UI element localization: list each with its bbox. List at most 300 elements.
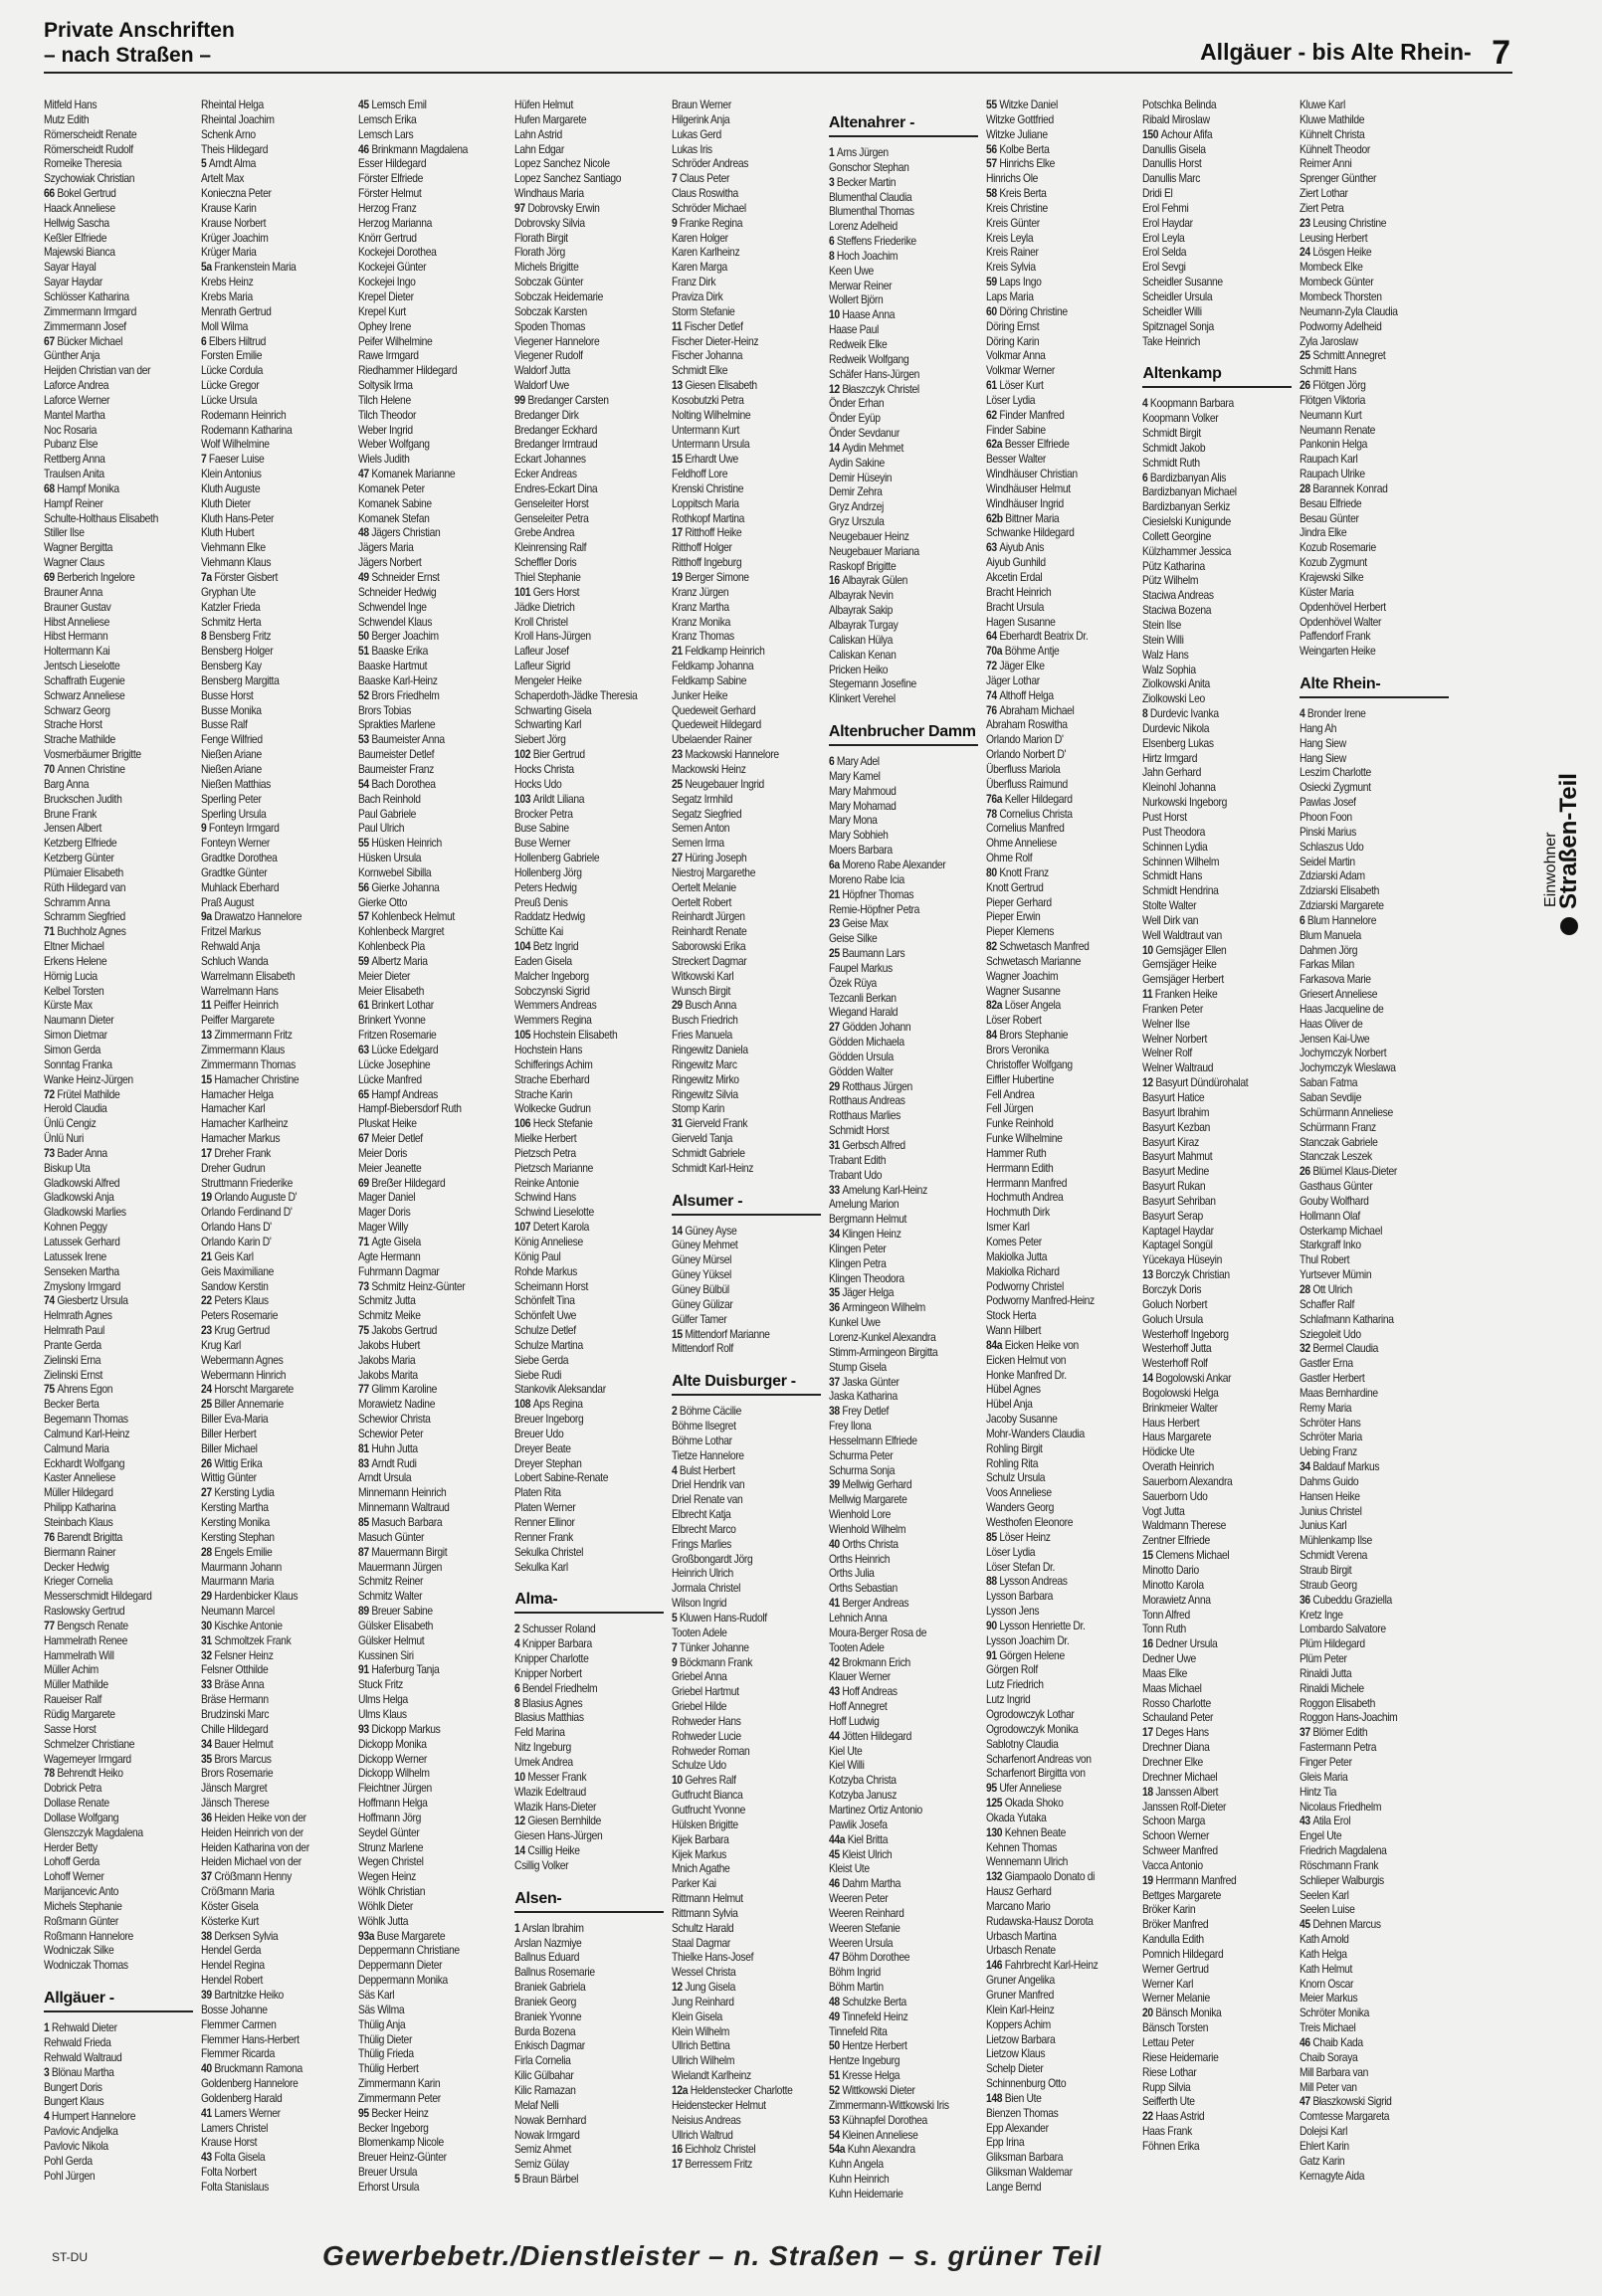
resident-entry: Katzler Frieda [200,599,261,614]
resident-entry: Weingarten Heike [1300,644,1376,659]
resident-entry: Jensen Kai-Uwe [1300,1031,1370,1046]
resident-entry: Simon Dietmar [44,1028,107,1043]
resident-entry: Dedner Uwe [1142,1651,1197,1666]
resident-entry: Redweik Elke [828,336,888,351]
resident-entry: Busse Horst [200,687,254,702]
resident-entry: Stanczak Leszek [1300,1149,1373,1164]
resident-entry: 44 Jötten Hildegard [828,1728,911,1743]
resident-entry: Gliksman Waldemar [985,2165,1073,2180]
resident-entry: 6a Moreno Rabe Alexander [828,857,946,871]
resident-entry: Brors Tobias [357,702,411,717]
resident-entry: 45 Kleist Ulrich [828,1846,893,1861]
resident-entry: Warrelmann Hans [200,983,279,998]
resident-entry: Sauerborn Udo [1142,1488,1208,1503]
resident-entry: Honke Manfred Dr. [985,1367,1067,1382]
resident-entry: Untermann Kurt [672,422,740,437]
resident-entry: Wunsch Birgit [672,983,731,998]
resident-entry: Lysson Barbara [985,1589,1053,1604]
resident-entry: Hang Siew [1300,735,1347,750]
resident-entry: Elsenberg Lukas [1142,735,1215,750]
resident-entry: 28 Engels Emilie [200,1544,273,1559]
resident-entry: Soltysik Irma [357,378,413,393]
resident-entry: Struttmann Friederike [200,1175,293,1190]
resident-entry: Lemsch Erika [357,111,416,126]
resident-entry: 7a Förster Gisbert [200,570,278,584]
resident-entry: 14 Csillig Heike [514,1843,580,1858]
resident-entry: Overath Heinrich [1142,1459,1215,1474]
resident-entry: 146 Fahrbrecht Karl-Heinz [985,1958,1099,1973]
resident-entry: 17 Deges Hans [1142,1725,1210,1740]
resident-entry: Franken Peter [1142,1001,1204,1016]
resident-entry: Güney Mehmet [672,1238,738,1252]
resident-entry: Wöhlk Christian [357,1884,425,1899]
resident-entry: Remy Maria [1300,1400,1352,1415]
resident-entry: 32 Bermel Claudia [1300,1341,1379,1356]
resident-entry: Kilic Ramazan [514,2083,576,2097]
resident-entry: Schulze Martina [514,1337,584,1352]
resident-entry: 31 Schmoltzek Frank [200,1632,292,1647]
resident-entry: 63 Aiyub Anis [985,540,1044,555]
resident-entry: Krause Karin [200,200,257,215]
resident-entry: Leusing Herbert [1300,230,1368,245]
resident-entry: Sobczynski Sigrid [514,983,590,998]
resident-entry: Umek Andrea [514,1754,574,1769]
resident-entry: Fleichtner Jürgen [357,1781,432,1796]
resident-entry: 38 Frey Detlef [828,1404,889,1419]
resident-entry: Besau Elfriede [1300,495,1362,510]
resident-entry: Küster Maria [1300,584,1354,599]
resident-entry: 39 Bartnitzke Heiko [200,1988,284,2002]
resident-entry: 5a Frankenstein Maria [200,260,297,275]
resident-entry: Kluth Dieter [200,495,251,510]
resident-entry: Rittmann Helmut [672,1891,743,1906]
resident-entry: Treis Michael [1300,2020,1356,2035]
resident-entry: Wagner Joachim [985,968,1058,983]
resident-entry: Jindra Elke [1300,525,1347,540]
resident-entry: Knörr Gertrud [357,230,417,245]
resident-entry: Bardizbanyan Serkiz [1142,499,1231,514]
resident-entry: Ritthoff Holger [672,540,732,555]
resident-entry: 107 Detert Karola [514,1220,590,1235]
resident-entry: Kath Arnold [1300,1932,1349,1947]
resident-entry: 7 Claus Peter [672,171,730,186]
resident-entry: Orths Heinrich [828,1551,891,1566]
resident-entry: Kranz Martha [672,599,729,614]
resident-entry: 78 Cornelius Christa [985,806,1073,821]
resident-entry: Haas Frank [1142,2124,1193,2139]
resident-entry: Löser Lydia [985,392,1035,407]
resident-entry: 3 Blönau Martha [44,2064,114,2079]
resident-entry: Krepel Kurt [357,303,406,318]
resident-entry: Pieper Gerhard [985,894,1052,909]
resident-entry: Säs Wilma [357,2002,404,2016]
resident-entry: Jädke Dietrich [514,599,575,614]
resident-entry: 60 Döring Christine [985,303,1068,318]
resident-entry: Morawietz Nadine [357,1397,435,1412]
resident-entry: Herzog Franz [357,200,416,215]
resident-entry: 130 Kehnen Beate [985,1824,1066,1839]
resident-entry: Jochymczyk Norbert [1300,1046,1387,1060]
resident-entry: Bröker Manfred [1142,1917,1209,1932]
resident-entry: Junker Heike [672,687,728,702]
directory-column [1142,97,1300,2226]
resident-entry: Peters Hedwig [514,879,577,894]
resident-entry: Rupp Silvia [1142,2079,1191,2094]
resident-entry: Weber Wolfgang [357,437,430,452]
resident-entry: Franz Dirk [672,275,716,289]
resident-entry: Hammelrath Will [44,1647,114,1662]
resident-entry: 9 Böckmann Frank [672,1654,753,1669]
resident-entry: Hammer Ruth [985,1145,1047,1160]
resident-entry: Moers Barbara [828,843,893,858]
resident-entry: Schröder Michael [672,200,746,215]
resident-entry: Semiz Ahmet [514,2142,572,2157]
resident-entry: Segatz Irmhild [672,791,733,806]
resident-entry: Agte Hermann [357,1248,420,1263]
resident-entry: Säs Karl [357,1988,394,2002]
resident-entry: 71 Buchholz Agnes [44,924,126,939]
resident-entry: 46 Chaib Kada [1300,2035,1364,2049]
resident-entry: Koppers Achim [985,2016,1051,2031]
resident-entry: 51 Baaske Erika [357,644,428,659]
resident-entry: Calmund Maria [44,1440,109,1455]
side-label-main: Straßen-Teil [1555,773,1582,909]
resident-entry: 5 Kluwen Hans-Rudolf [672,1611,767,1625]
resident-entry: 17 Berressem Fritz [672,2157,753,2172]
resident-entry: Schaperdoth-Jädke Theresia [514,687,638,702]
resident-entry: Stolte Walter [1142,898,1197,913]
resident-entry: 74 Althoff Helga [985,687,1054,702]
resident-entry: Finger Peter [1300,1754,1352,1769]
footer-code: ST-DU [52,2250,88,2264]
resident-entry: 62a Besser Elfriede [985,437,1070,452]
header-divider [44,72,1512,74]
resident-entry: Spoden Thomas [514,318,586,333]
resident-entry: Thul Robert [1300,1252,1350,1267]
resident-entry: Vacca Antonio [1142,1857,1204,1872]
resident-entry: Röschmann Frank [1300,1857,1379,1872]
resident-entry: Jahn Gerhard [1142,765,1202,780]
resident-entry: Pavlovic Nikola [44,2138,108,2153]
resident-entry: 29 Hardenbicker Klaus [200,1589,298,1604]
resident-entry: Stock Herta [985,1308,1036,1323]
resident-entry: 15 Hamacher Christine [200,1071,300,1086]
resident-entry: 45 Lemsch Emil [357,97,427,111]
resident-entry: Wanke Heinz-Jürgen [44,1071,133,1086]
resident-entry: Mitfeld Hans [44,97,98,111]
resident-entry: Überfluss Mariola [985,761,1061,776]
resident-entry: Basyurt Medine [1142,1164,1210,1179]
resident-entry: Erol Selda [1142,245,1187,260]
resident-entry: Trabant Edith [828,1152,887,1167]
resident-entry: Kluth Auguste [200,480,261,495]
resident-entry: Straub Georg [1300,1577,1358,1592]
resident-entry: Senseken Martha [44,1263,119,1278]
resident-entry: Platen Werner [514,1500,576,1515]
directory-column [829,97,986,2226]
resident-entry: 78 Behrendt Heiko [44,1766,123,1781]
resident-entry: Dahms Guido [1300,1473,1359,1488]
resident-entry: Hoffmann Jörg [357,1810,421,1824]
resident-entry: Böhm Ingrid [828,1965,881,1980]
resident-entry: Sandow Kerstin [200,1278,269,1293]
resident-entry: Brauner Anna [44,584,102,599]
resident-entry: Raupach Karl [1300,452,1358,467]
resident-entry: Bensberg Holger [200,644,274,659]
resident-entry: Schoon Marga [1142,1814,1206,1828]
resident-entry: Mantel Martha [44,407,105,422]
resident-entry: Kühnelt Theodor [1300,141,1371,156]
street-heading: Altenkamp [1142,364,1292,388]
side-label [1544,657,1594,935]
resident-entry: Redweik Wolfgang [828,351,909,366]
resident-entry: 66 Bokel Gertrud [44,186,116,201]
resident-entry: 105 Hochstein Elisabeth [514,1028,618,1043]
resident-entry: Rohling Birgit [985,1440,1043,1455]
resident-entry: 5 Arndt Alma [200,156,256,171]
resident-entry: Wollert Björn [828,292,884,307]
resident-entry: Klingen Peter [828,1241,887,1255]
resident-entry: Rohweder Roman [672,1743,750,1758]
resident-entry: 56 Gierke Johanna [357,879,439,894]
resident-entry: Rohling Rita [985,1455,1038,1470]
resident-entry: Jaska Katharina [828,1389,898,1404]
resident-entry: Knott Gertrud [985,879,1044,894]
resident-entry: Lysson Jens [985,1604,1039,1619]
resident-entry: 17 Ritthoff Heike [672,525,742,540]
resident-entry: Wienhold Lore [828,1507,891,1522]
resident-entry: Oertelt Melanie [672,879,736,894]
resident-entry: 10 Messer Frank [514,1769,587,1784]
resident-entry: Hibst Anneliese [44,614,109,629]
resident-entry: 55 Witzke Daniel [985,97,1058,111]
resident-entry: Demir Hüseyin [828,470,893,484]
resident-entry: Hang Siew [1300,750,1347,765]
resident-entry: Paul Ulrich [357,821,404,836]
resident-entry: 21 Feldkamp Heinrich [672,644,765,659]
resident-entry: Pluskat Heike [357,1116,417,1131]
resident-entry: Herrmann Manfred [985,1175,1067,1190]
resident-entry: Gödden Michaela [828,1035,904,1050]
resident-entry: Jägers Maria [357,540,414,555]
resident-entry: Koopmann Volker [1142,411,1219,426]
resident-entry: Hirtz Irmgard [1142,750,1198,765]
resident-entry: Zielinski Erna [44,1352,101,1367]
resident-entry: Müller Achim [44,1662,99,1677]
resident-entry: Neumann Renate [1300,422,1376,437]
resident-entry: Wanders Georg [985,1500,1054,1515]
resident-entry: Schürmann Franz [1300,1119,1377,1134]
resident-entry: Sprakties Marlene [357,717,435,732]
resident-entry: Thiel Stephanie [514,570,581,584]
resident-entry: Lysson Joachim Dr. [985,1632,1070,1647]
resident-entry: Dollase Renate [44,1796,109,1811]
resident-entry: Latussek Irene [44,1248,106,1263]
resident-entry: 76 Barendt Brigitta [44,1529,122,1544]
resident-entry: Bungert Klaus [44,2094,104,2109]
resident-entry: Gladkowski Marlies [44,1205,126,1220]
resident-entry: Genseleiter Horst [514,495,589,510]
resident-entry: Wegen Heinz [357,1869,416,1884]
resident-entry: Lombardo Salvatore [1300,1622,1387,1636]
resident-entry: 108 Aps Regina [514,1397,583,1412]
resident-entry: Kuhn Heinrich [828,2172,890,2187]
resident-entry: 74 Giesbertz Ursula [44,1293,128,1308]
resident-entry: Folta Stanislaus [200,2179,269,2194]
resident-entry: 35 Jäger Helga [828,1285,895,1300]
resident-entry: Funke Wilhelmine [985,1131,1063,1146]
resident-entry: Kersting Stephan [200,1529,275,1544]
resident-entry: Roggon Elisabeth [1300,1695,1376,1710]
resident-entry: Uebing Franz [1300,1444,1358,1459]
resident-entry: Gutfrucht Bianca [672,1788,743,1803]
resident-entry: Heijden Christian van der [44,363,151,378]
section-title-line1: Private Anschriften [44,19,235,42]
resident-entry: Zimmermann Thomas [200,1056,296,1071]
resident-entry: Rodemann Heinrich [200,407,287,422]
resident-entry: Decker Hedwig [44,1559,109,1574]
resident-entry: Karen Karlheinz [672,245,740,260]
resident-entry: Westhofen Eleonore [985,1515,1073,1529]
resident-entry: Pinski Marius [1300,824,1357,839]
resident-entry: Schürmann Anneliese [1300,1104,1394,1119]
resident-entry: Phoon Foon [1300,809,1353,824]
resident-entry: Klein Karl-Heinz [985,2002,1055,2016]
resident-entry: 67 Bücker Michael [44,333,123,348]
resident-entry: Viegener Rudolf [514,348,584,363]
resident-entry: Ringewitz Daniela [672,1043,748,1056]
resident-entry: Enkisch Dagmar [514,2038,586,2053]
resident-entry: Lietzow Klaus [985,2046,1045,2061]
resident-entry: Bracht Ursula [985,599,1044,614]
resident-entry: Mühlenkamp Ilse [1300,1533,1373,1548]
resident-entry: Siebe Gerda [514,1352,569,1367]
resident-entry: Schulze Udo [672,1758,726,1773]
resident-entry: 33 Amelung Karl-Heinz [828,1182,927,1197]
street-heading: Allgäuer - [44,1989,193,2012]
resident-entry: Blomenkamp Nicole [357,2135,444,2150]
resident-entry: Wiels Judith [357,452,410,467]
resident-entry: Wittig Günter [200,1470,257,1485]
resident-entry: Komanek Sabine [357,495,432,510]
resident-entry: Hüfen Helmut [514,97,574,111]
resident-entry: Nießen Ariane [200,747,262,762]
resident-entry: 80 Knott Franz [985,864,1049,879]
resident-entry: Schmitz Walter [357,1589,422,1604]
resident-entry: Opdenhövel Herbert [1300,599,1387,614]
resident-entry: Rittmann Sylvia [672,1905,738,1920]
resident-entry: 26 Blümel Klaus-Dieter [1300,1164,1398,1179]
resident-entry: Jormala Christel [672,1581,741,1596]
resident-entry: Tezcanli Berkan [828,990,897,1005]
resident-entry: 31 Gierveld Frank [672,1116,748,1131]
resident-entry: Lafleur Josef [514,644,569,659]
resident-entry: Klingen Petra [828,1255,887,1270]
resident-entry: Forsten Emilie [200,348,262,363]
resident-entry: Kösterke Kurt [200,1913,259,1928]
resident-entry: Rüth Hildegard van [44,879,126,894]
resident-entry: Artelt Max [200,171,244,186]
resident-entry: Wielandt Karlheinz [672,2068,751,2083]
resident-entry: 16 Albayrak Gülen [828,573,907,588]
resident-entry: 37 Blömer Edith [1300,1725,1368,1740]
resident-entry: Wagemeyer Irmgard [44,1751,131,1766]
resident-entry: Sasse Horst [44,1721,97,1736]
resident-entry: Krajewski Silke [1300,570,1364,584]
resident-entry: Quedeweit Hildegard [672,717,761,732]
resident-entry: Zimmermann-Wittkowski Iris [828,2097,949,2112]
resident-entry: 62b Bittner Maria [985,510,1060,525]
resident-entry: 53 Kühnapfel Dorothea [828,2112,927,2127]
resident-entry: Rehwald Anja [200,939,260,954]
resident-entry: Schlafmann Katharina [1300,1311,1394,1326]
resident-entry: 6 Blum Hannelore [1300,912,1377,927]
resident-entry: Krause Norbert [200,215,266,230]
resident-entry: 25 Biller Annemarie [200,1397,284,1412]
resident-entry: Fries Manuela [672,1028,733,1043]
resident-entry: Hübel Agnes [985,1382,1041,1397]
street-heading: Altenbrucher Damm [829,722,978,746]
resident-entry: 26 Flötgen Jörg [1300,378,1366,393]
resident-entry: 22 Peters Klaus [200,1293,269,1308]
resident-entry: Ballnus Rosemarie [514,1965,596,1980]
street-heading: Alte Duisburger - [672,1372,821,1396]
resident-entry: 87 Mauermann Birgit [357,1544,447,1559]
resident-entry: Biller Eva-Maria [200,1412,269,1427]
resident-entry: 21 Geis Karl [200,1248,254,1263]
resident-entry: Windhäuser Helmut [985,480,1071,495]
resident-entry: Krenski Christine [672,480,744,495]
resident-entry: Felsner Otthilde [200,1662,269,1677]
resident-entry: Kleinrensing Ralf [514,540,587,555]
resident-entry: Pubanz Else [44,437,99,452]
resident-entry: 7 Faeser Luise [200,452,265,467]
resident-entry: Sayar Haydar [44,275,102,289]
resident-entry: Windhäuser Christian [985,467,1078,481]
resident-entry: 37 Cröẞmann Henny [200,1869,292,1884]
resident-entry: Griebel Hartmut [672,1684,739,1699]
resident-entry: Kunkel Uwe [828,1315,881,1330]
resident-entry: Hoff Ludwig [828,1713,880,1728]
resident-entry: Reimer Anni [1300,156,1352,171]
resident-entry: Sablotny Claudia [985,1736,1059,1751]
resident-entry: Wöhlk Dieter [357,1898,413,1913]
resident-entry: 82 Schwetasch Manfred [985,939,1090,954]
resident-entry: Mager Doris [357,1205,410,1220]
resident-entry: 65 Hampf Andreas [357,1086,438,1101]
resident-entry: Rehwald Frieda [44,2035,111,2049]
resident-entry: Schenk Arno [200,126,256,141]
resident-entry: Hinrichs Ole [985,171,1038,186]
resident-entry: Ketzberg Günter [44,851,114,865]
resident-entry: Moreno Rabe Icia [828,871,904,886]
resident-entry: Erol Fehmi [1142,200,1189,215]
resident-entry: Heinrich Ulrich [672,1566,734,1581]
resident-entry: Pieper Erwin [985,909,1041,924]
resident-entry: 26 Wittig Erika [200,1455,263,1470]
resident-entry: Prante Gerda [44,1337,101,1352]
section-title [44,18,235,68]
resident-entry: Giesen Hans-Jürgen [514,1828,603,1843]
resident-entry: Witkowski Karl [672,968,734,983]
resident-entry: Begemann Thomas [44,1412,128,1427]
resident-entry: Gryz Andrzej [828,499,884,514]
resident-entry: 7 Tünker Johanne [672,1639,749,1654]
resident-entry: 90 Lysson Henriette Dr. [985,1618,1086,1632]
resident-entry: Bredanger Eckhard [514,422,598,437]
resident-entry: Zimmermann Klaus [200,1043,285,1056]
resident-entry: Feldkamp Sabine [672,672,747,687]
